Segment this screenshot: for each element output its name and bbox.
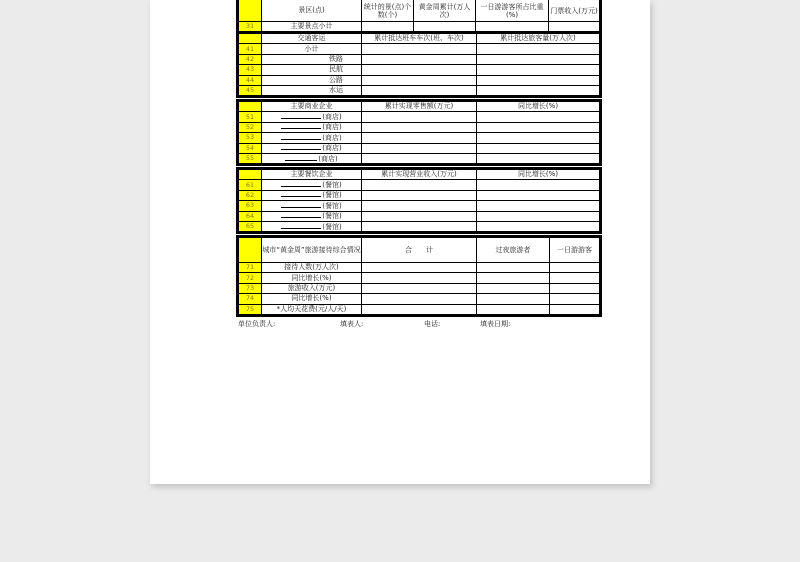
table-row bbox=[239, 263, 600, 273]
row-number: 45 bbox=[239, 85, 262, 95]
table-row bbox=[239, 122, 600, 132]
row-label: 公路 bbox=[262, 75, 362, 85]
row-label: 民航 bbox=[262, 65, 362, 75]
row-number: 54 bbox=[239, 143, 262, 153]
row-number: 72 bbox=[239, 273, 262, 283]
row-number: 71 bbox=[239, 263, 262, 273]
table-cell[interactable] bbox=[362, 143, 477, 153]
table-cell[interactable] bbox=[477, 211, 600, 221]
row-label-text: (餐馆) bbox=[322, 222, 342, 231]
blank-line[interactable] bbox=[281, 212, 321, 218]
table-row bbox=[239, 294, 600, 304]
table-cell[interactable] bbox=[477, 112, 600, 122]
blank-line[interactable] bbox=[285, 155, 317, 161]
blank-line[interactable] bbox=[281, 123, 321, 129]
table-cell[interactable] bbox=[362, 273, 477, 283]
row-label: 同比增长(%) bbox=[262, 294, 362, 304]
row-number: 63 bbox=[239, 201, 262, 211]
row-number: 41 bbox=[239, 44, 262, 54]
row-label bbox=[262, 201, 362, 211]
row-label-text: (餐馆) bbox=[322, 181, 342, 190]
table-row bbox=[239, 54, 600, 64]
table-cell[interactable] bbox=[477, 65, 600, 75]
table-row bbox=[239, 201, 600, 211]
row-label bbox=[262, 153, 362, 163]
row-number: 31 bbox=[239, 22, 262, 32]
row-number: 53 bbox=[239, 133, 262, 143]
row-number: 44 bbox=[239, 75, 262, 85]
row-label: 小计 bbox=[262, 44, 362, 54]
row-label bbox=[262, 133, 362, 143]
table-cell[interactable] bbox=[362, 85, 477, 95]
table-row bbox=[239, 65, 600, 75]
row-label: 同比增长(%) bbox=[262, 273, 362, 283]
table-cell[interactable] bbox=[362, 65, 477, 75]
scenic-header-daytrip-ratio: 一日游游客所占比重(%) bbox=[476, 0, 549, 22]
table-row bbox=[239, 112, 600, 122]
row-number-header bbox=[239, 0, 262, 22]
table-cell[interactable] bbox=[477, 85, 600, 95]
table-cell[interactable] bbox=[362, 54, 477, 64]
table-row bbox=[239, 75, 600, 85]
row-label-text: (餐馆) bbox=[322, 191, 342, 200]
row-label: 主要景点小计 bbox=[262, 22, 362, 32]
table-cell[interactable] bbox=[477, 44, 600, 54]
fill-date-label: 填表日期: bbox=[480, 320, 511, 328]
table-cell[interactable] bbox=[550, 283, 600, 293]
table-row bbox=[239, 85, 600, 95]
row-label: 接待人数(万人次) bbox=[262, 263, 362, 273]
table-cell[interactable] bbox=[362, 75, 477, 85]
row-label bbox=[262, 211, 362, 221]
row-label-text: (餐馆) bbox=[322, 212, 342, 221]
table-row bbox=[239, 304, 600, 314]
table-cell[interactable] bbox=[477, 54, 600, 64]
row-number-header bbox=[239, 102, 262, 112]
transport-header-name: 交通客运 bbox=[262, 34, 362, 44]
table-cell[interactable] bbox=[362, 201, 477, 211]
summary-header-total: 合 计 bbox=[362, 238, 477, 263]
table-cell[interactable] bbox=[362, 263, 477, 273]
row-number: 42 bbox=[239, 54, 262, 64]
table-cell[interactable] bbox=[362, 211, 477, 221]
table-row bbox=[239, 133, 600, 143]
row-label bbox=[262, 112, 362, 122]
transport-header-trips: 累计抵达班车车次(班、车次) bbox=[362, 34, 477, 44]
scenic-header-name: 景区(点) bbox=[262, 0, 362, 22]
table-cell[interactable] bbox=[550, 294, 600, 304]
catering-header-revenue: 累计实现营业收入(万元) bbox=[362, 170, 477, 180]
row-number-header bbox=[239, 170, 262, 180]
table-cell[interactable] bbox=[477, 75, 600, 85]
table-cell[interactable] bbox=[550, 273, 600, 283]
row-label bbox=[262, 122, 362, 132]
commerce-section bbox=[236, 99, 602, 166]
transport-section bbox=[236, 31, 602, 98]
row-number-header bbox=[239, 238, 262, 263]
blank-line[interactable] bbox=[281, 144, 321, 150]
row-label-text: (商店) bbox=[318, 154, 338, 163]
table-cell[interactable] bbox=[362, 133, 477, 143]
table-cell[interactable] bbox=[362, 112, 477, 122]
row-label: 铁路 bbox=[262, 54, 362, 64]
row-number: 73 bbox=[239, 283, 262, 293]
row-label-text: (商店) bbox=[322, 133, 342, 142]
row-number: 64 bbox=[239, 211, 262, 221]
summary-header-daytrip: 一日游游客 bbox=[550, 238, 600, 263]
blank-line[interactable] bbox=[281, 202, 321, 208]
catering-header-name: 主要餐饮企业 bbox=[262, 170, 362, 180]
row-label: *人均天花费(元/人/天) bbox=[262, 304, 362, 314]
table-row bbox=[239, 221, 600, 231]
phone-label: 电话: bbox=[424, 320, 441, 328]
row-label: 水运 bbox=[262, 85, 362, 95]
table-cell[interactable] bbox=[362, 122, 477, 132]
row-label bbox=[262, 180, 362, 190]
commerce-header-sales: 累计实现零售额(万元) bbox=[362, 102, 477, 112]
transport-header-passengers: 累计抵达旅客量(万人次) bbox=[477, 34, 600, 44]
table-cell[interactable] bbox=[362, 190, 477, 200]
table-row bbox=[239, 273, 600, 283]
blank-line[interactable] bbox=[281, 223, 321, 229]
table-cell[interactable] bbox=[477, 294, 550, 304]
catering-section bbox=[236, 167, 602, 234]
row-number: 62 bbox=[239, 190, 262, 200]
table-cell[interactable] bbox=[362, 294, 477, 304]
scenic-header-ticket-income: 门票收入(万元) bbox=[549, 0, 600, 22]
table-cell[interactable] bbox=[477, 133, 600, 143]
commerce-header-growth: 同比增长(%) bbox=[477, 102, 600, 112]
table-cell[interactable] bbox=[477, 273, 550, 283]
table-cell[interactable] bbox=[362, 283, 477, 293]
blank-line[interactable] bbox=[281, 181, 321, 187]
commerce-header-name: 主要商业企业 bbox=[262, 102, 362, 112]
blank-line[interactable] bbox=[281, 134, 321, 140]
catering-header-growth: 同比增长(%) bbox=[477, 170, 600, 180]
scenic-header-visitors: 黄金周累计(万人次) bbox=[414, 0, 476, 22]
table-row bbox=[239, 143, 600, 153]
row-number-header bbox=[239, 34, 262, 44]
table-cell[interactable] bbox=[362, 44, 477, 54]
row-label-text: (商店) bbox=[322, 113, 342, 122]
summary-section bbox=[236, 235, 602, 317]
table-cell[interactable] bbox=[362, 221, 477, 231]
scenic-section bbox=[236, 0, 602, 34]
table-cell[interactable] bbox=[477, 143, 600, 153]
row-number: 75 bbox=[239, 304, 262, 314]
row-label-text: (餐馆) bbox=[322, 201, 342, 210]
table-row bbox=[239, 153, 600, 163]
table-row bbox=[239, 44, 600, 54]
table-cell[interactable] bbox=[550, 263, 600, 273]
table-cell[interactable] bbox=[477, 304, 550, 314]
responsible-person-label: 单位负责人: bbox=[238, 320, 276, 328]
table-cell[interactable] bbox=[362, 153, 477, 163]
table-cell[interactable] bbox=[477, 263, 550, 273]
row-label bbox=[262, 190, 362, 200]
blank-line[interactable] bbox=[281, 191, 321, 197]
row-number: 51 bbox=[239, 112, 262, 122]
table-cell[interactable] bbox=[477, 283, 550, 293]
table-cell[interactable] bbox=[550, 304, 600, 314]
table-cell[interactable] bbox=[477, 190, 600, 200]
row-label-text: (商店) bbox=[322, 144, 342, 153]
table-cell[interactable] bbox=[477, 180, 600, 190]
row-number: 61 bbox=[239, 180, 262, 190]
row-number: 55 bbox=[239, 153, 262, 163]
table-cell[interactable] bbox=[477, 201, 600, 211]
table-cell[interactable] bbox=[362, 180, 477, 190]
table-cell[interactable] bbox=[477, 221, 600, 231]
row-label bbox=[262, 221, 362, 231]
table-cell[interactable] bbox=[362, 304, 477, 314]
filler-label: 填表人: bbox=[340, 320, 364, 328]
scenic-header-count: 统计的景(点)个数(个) bbox=[362, 0, 414, 22]
row-label bbox=[262, 143, 362, 153]
table-row bbox=[239, 211, 600, 221]
row-number: 74 bbox=[239, 294, 262, 304]
row-label: 旅游收入(万元) bbox=[262, 283, 362, 293]
blank-line[interactable] bbox=[281, 113, 321, 119]
table-row bbox=[239, 283, 600, 293]
summary-header-name: 城市“黄金周”旅游接待综合情况 bbox=[262, 238, 362, 263]
row-number: 43 bbox=[239, 65, 262, 75]
row-label-text: (商店) bbox=[322, 123, 342, 132]
table-row bbox=[239, 190, 600, 200]
row-number: 65 bbox=[239, 221, 262, 231]
row-number: 52 bbox=[239, 122, 262, 132]
summary-header-overnight: 过夜旅游者 bbox=[477, 238, 550, 263]
table-cell[interactable] bbox=[477, 122, 600, 132]
table-cell[interactable] bbox=[477, 153, 600, 163]
table-row bbox=[239, 180, 600, 190]
